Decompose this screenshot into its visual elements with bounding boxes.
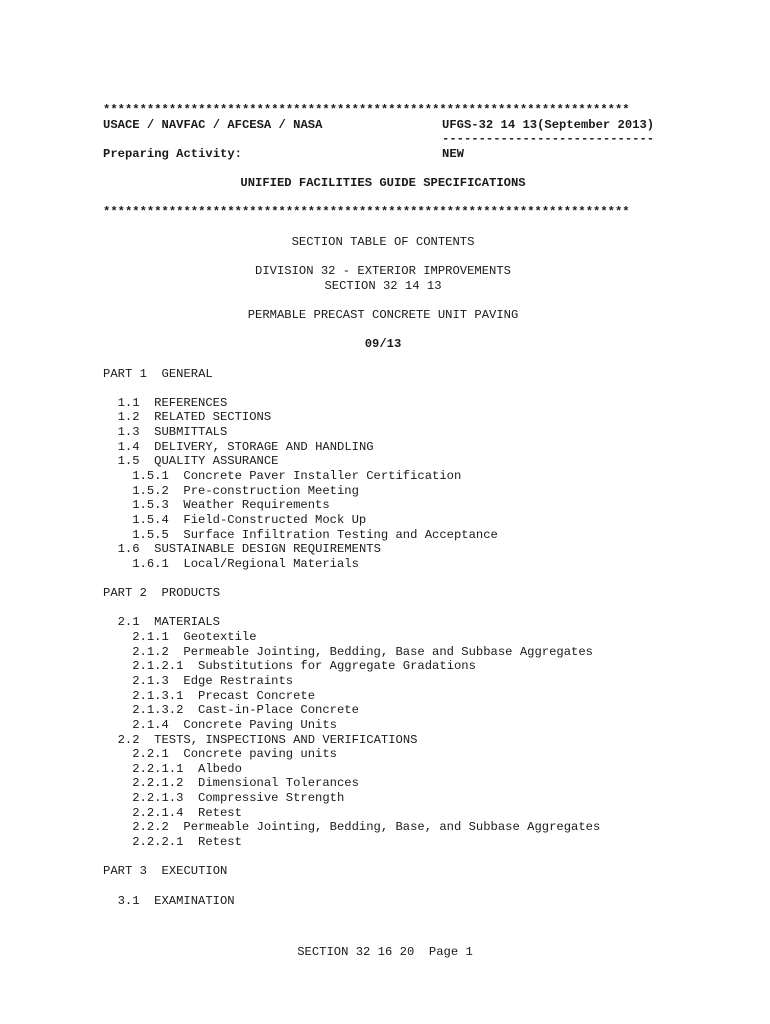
toc-item: 2.1 MATERIALS	[117, 615, 220, 630]
stars-divider-bottom: ************************************************************************	[103, 205, 630, 220]
toc-item: 1.6 SUSTAINABLE DESIGN REQUIREMENTS	[117, 542, 381, 557]
section-title: PERMABLE PRECAST CONCRETE UNIT PAVING	[247, 307, 519, 322]
part3-title: PART 3 EXECUTION	[103, 864, 228, 879]
section-date: 09/13	[364, 337, 402, 352]
toc-item: 2.1.4 Concrete Paving Units	[132, 717, 337, 732]
toc-heading: SECTION TABLE OF CONTENTS	[291, 234, 475, 249]
toc-item: 1.5.4 Field-Constructed Mock Up	[132, 512, 367, 527]
part2-title: PART 2 PRODUCTS	[103, 586, 221, 601]
toc-item: 1.5.5 Surface Infiltration Testing and Acceptance	[132, 527, 498, 542]
dash-underline: -----------------------------	[442, 132, 655, 147]
header-row-dashes	[103, 132, 663, 147]
toc-item: 2.2.1.1 Albedo	[132, 761, 242, 776]
ufgs-label: UFGS-32 14 13(September 2013)	[442, 117, 655, 132]
toc-item: 2.1.3.2 Cast-in-Place Concrete	[132, 703, 359, 718]
toc-item: 2.2.2 Permeable Jointing, Bedding, Base, and Subbase Aggregates	[132, 820, 601, 835]
toc-item: 2.1.2 Permeable Jointing, Bedding, Base and Subbase Aggregates	[132, 644, 593, 659]
toc-item: 2.2.2.1 Retest	[132, 835, 242, 850]
toc-item: 3.1 EXAMINATION	[117, 893, 235, 908]
toc-item: 2.2 TESTS, INSPECTIONS AND VERIFICATIONS	[117, 732, 418, 747]
toc-item: 2.1.1 Geotextile	[132, 630, 257, 645]
agencies-label: USACE / NAVFAC / AFCESA / NASA	[103, 117, 323, 132]
toc-item: 1.6.1 Local/Regional Materials	[132, 556, 359, 571]
toc-item: 2.1.3 Edge Restraints	[132, 673, 294, 688]
document-page	[103, 103, 663, 908]
toc-item: 2.2.1 Concrete paving units	[132, 747, 337, 762]
guide-title: UNIFIED FACILITIES GUIDE SPECIFICATIONS	[240, 176, 526, 191]
toc-item: 2.2.1.3 Compressive Strength	[132, 791, 345, 806]
toc-item: 2.1.2.1 Substitutions for Aggregate Gradations	[132, 659, 476, 674]
toc-item: 2.2.1.4 Retest	[132, 805, 242, 820]
stars-divider-top: ************************************************************************	[103, 103, 630, 117]
division-label: DIVISION 32 - EXTERIOR IMPROVEMENTS	[255, 264, 511, 279]
toc-item: 1.2 RELATED SECTIONS	[117, 410, 272, 425]
toc-item: 2.1.3.1 Precast Concrete	[132, 688, 316, 703]
header-row-agencies	[103, 118, 663, 133]
part1-toc-list	[103, 396, 663, 572]
part2-toc-list	[103, 615, 663, 849]
toc-item: 1.5 QUALITY ASSURANCE	[117, 454, 279, 469]
page-footer: SECTION 32 16 20 Page 1	[297, 945, 473, 959]
toc-item: 2.2.1.2 Dimensional Tolerances	[132, 776, 359, 791]
part1-title: PART 1 GENERAL	[103, 366, 213, 381]
preparing-activity-label: Preparing Activity:	[103, 146, 242, 161]
toc-item: 1.1 REFERENCES	[117, 395, 228, 410]
section-number: SECTION 32 14 13	[324, 278, 442, 293]
toc-item: 1.5.1 Concrete Paver Installer Certification	[132, 469, 462, 484]
toc-item: 1.4 DELIVERY, STORAGE AND HANDLING	[117, 439, 374, 454]
toc-item: 1.3 SUBMITTALS	[117, 425, 228, 440]
toc-item: 1.5.2 Pre-construction Meeting	[132, 483, 359, 498]
preparing-activity-value: NEW	[442, 146, 464, 161]
header-row-preparing	[103, 147, 663, 162]
part3-toc-list	[103, 894, 663, 909]
toc-item: 1.5.3 Weather Requirements	[132, 498, 330, 513]
